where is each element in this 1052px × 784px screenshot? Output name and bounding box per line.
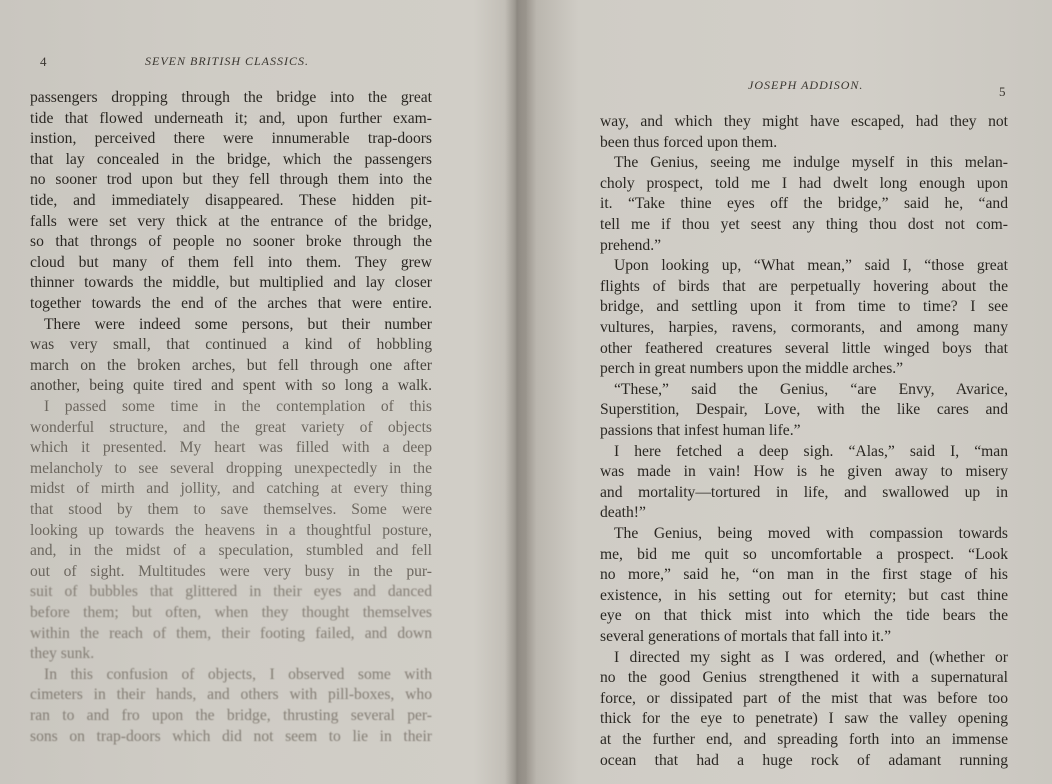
text-line: which it presented. My heart was filled with a deep [30,439,432,457]
text-line: prehend.” [600,236,662,254]
text-line: melancholy to see several dropping unexpectedly in the [30,459,432,477]
text-line: looking up towards the heavens in a thoughtful posture, [30,521,432,539]
text-line: before them; but often, when they thought themselves [30,604,432,621]
text-line: out of sight. Multitudes were very busy in the pur- [30,562,432,580]
text-line: together towards the end of the arches that were entire. [30,295,432,312]
text-line: death!” [600,504,646,522]
text-line: ocean that had a huge rock of adamant running [600,751,1008,769]
text-line: no sooner trod upon but they fell through them into the [30,171,432,189]
text-line: me, bid me quit so uncomfortable a prospect. “Look [600,545,1008,563]
text-line: bridge, and settling upon it from time to time? I see [600,298,1008,316]
text-line: In this confusion of objects, I observed some with [44,665,432,683]
text-line: suit of bubbles that glittered in their eyes and danced [30,583,432,601]
text-line: ran to and fro upon the bridge, thrusting several per- [30,707,432,724]
text-line: The Genius, being moved with compassion towards [614,525,1008,542]
text-line: so that throngs of people no sooner broke through the [30,233,432,251]
text-line: thick for the eye to penetrate) I saw the valley opening [600,710,1008,728]
text-line: Superstition, Despair, Love, with the like cares and [600,401,1008,419]
text-line: it. “Take thine eyes off the bridge,” said he, “and [600,195,1008,213]
text-line: at the further end, and spreading forth into an immense [600,731,1008,748]
text-line: was very small, that continued a kind of hobbling [30,336,432,354]
text-line: way, and which they might have escaped, had they not [600,113,1008,130]
text-line: no more,” said he, “on man in the first stage of his [600,566,1008,584]
text-line: instion, perceived there were innumerable trap-doors [30,130,432,148]
text-line: There were indeed some persons, but their number [44,315,432,333]
text-line: existence, in his setting out for eternity; but cast thine [600,586,1008,604]
text-line: tell me if thou yet seest any thing thou dost not com- [600,216,1008,233]
text-line: flights of birds that are perpetually hovering about the [600,277,1008,295]
text-line: passengers dropping through the bridge into the great [30,89,432,106]
text-line: perch in great numbers upon the middle arches.” [600,360,904,378]
text-line: that stood by them to save themselves. Some were [30,501,432,518]
left-page-number: 4 [40,54,47,69]
left-running-head: SEVEN BRITISH CLASSICS. [145,54,309,68]
text-line: choly prospect, told me I had dwelt long enough upon [600,174,1008,192]
text-line: no the good Genius strengthened it with a supernatural [600,669,1008,687]
text-line: I passed some time in the contemplation of this [44,398,432,415]
text-line: vultures, harpies, ravens, cormorants, and among many [600,319,1008,336]
text-line: they sunk. [30,645,95,663]
text-line: tide that flowed underneath it; and, upon further exam- [30,109,432,127]
text-line: cimeters in their hands, and others with pill-boxes, who [30,686,432,704]
text-line: and mortality—tortured in life, and swallowed up in [600,483,1008,501]
text-line: and, in the midst of a speculation, stumbled and fell [30,542,432,560]
text-line: another, being quite tired and spent with so long a walk. [30,377,432,395]
text-line: been thus forced upon them. [600,133,778,151]
left-page [0,0,510,784]
text-line: march on the broken arches, but fell through one after [30,356,432,374]
text-line: passions that infest human life.” [600,422,801,439]
text-line: eye on that thick mist into which the tide bears the [600,607,1008,625]
text-line: midst of mirth and jollity, and catching at every thing [30,480,432,498]
right-page-number: 5 [999,84,1006,99]
text-line: within the reach of them, their footing failed, and down [30,624,432,642]
text-line: that lay concealed in the bridge, which the passengers [30,150,432,168]
text-line: tide, and immediately disappeared. These hidden pit- [30,192,432,209]
text-line: The Genius, seeing me indulge myself in this melan- [614,154,1008,172]
text-line: was made in vain! How is he given away to misery [600,463,1008,481]
text-line: I directed my sight as I was ordered, and (whether or [614,648,1008,666]
text-line: wonderful structure, and the great variety of objects [30,418,432,436]
right-running-head: JOSEPH ADDISON. [748,78,864,92]
text-line: thinner towards the middle, but multiplied and lay closer [30,274,432,292]
right-page [525,0,1052,784]
text-line: other feathered creatures several little winged boys that [600,339,1008,357]
text-line: force, or dissipated part of the mist that was before too [600,689,1008,707]
text-line: several generations of mortals that fall into it.” [600,628,891,645]
text-line: Upon looking up, “What mean,” said I, “those great [614,257,1008,275]
text-line: sons on trap-doors which did not seem to lie in their [30,727,432,745]
text-line: falls were set very thick at the entrance of the bridge, [30,212,432,230]
text-line: cloud but many of them fell into them. They grew [30,253,432,271]
text-line: “These,” said the Genius, “are Envy, Avarice, [614,380,1008,398]
text-line: I here fetched a deep sigh. “Alas,” said I, “man [614,442,1008,460]
